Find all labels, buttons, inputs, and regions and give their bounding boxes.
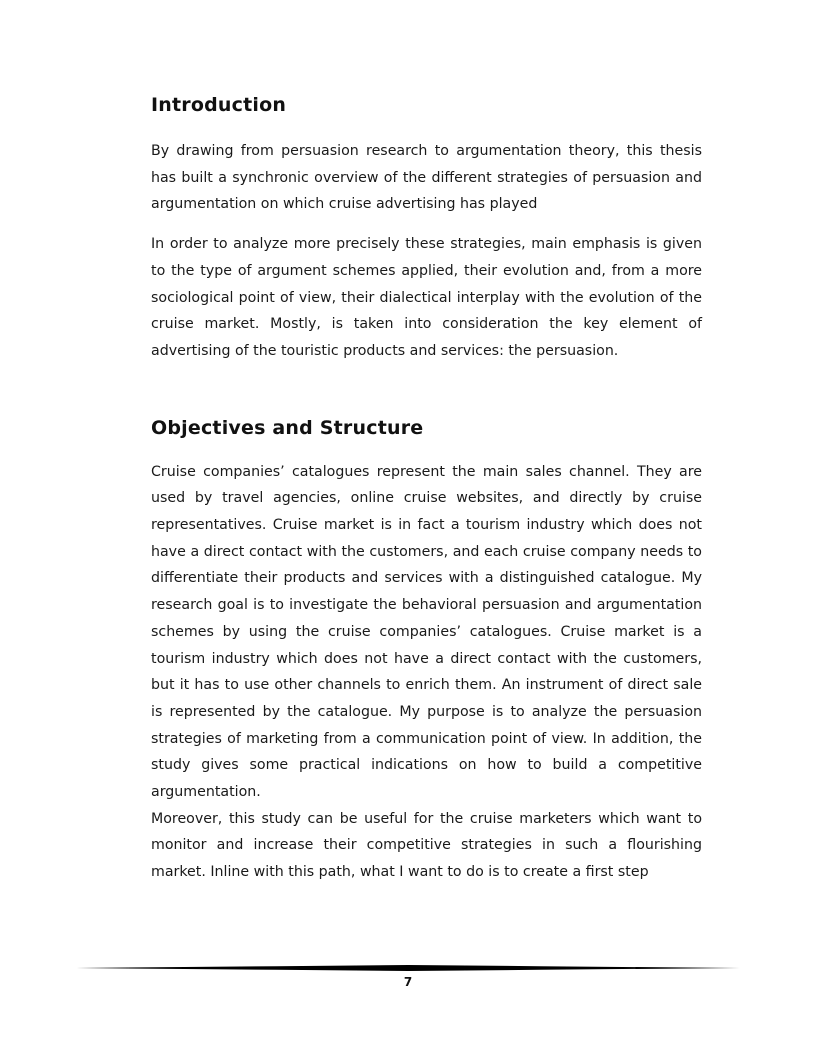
section-heading-introduction: Introduction	[151, 94, 287, 116]
page-body	[151, 92, 702, 886]
section-heading-objectives: Objectives and Structure	[151, 416, 424, 439]
footer-divider	[76, 964, 740, 972]
intro-paragraph-1: By drawing from persuasion research to argumentation theory, this thesis has built a synchronic overview of the different strategies of persuasion and argumentation on which cruise advertising has played	[151, 143, 702, 213]
page-number: 7	[403, 975, 413, 989]
objectives-paragraph-1: Cruise companies’ catalogues represent the main sales channel. They are used by travel agencies, online cruise websites, and directly by cruise representatives. Cruise market is in fact a tourism industry which does not have a direct contact with the customers, and each cruise company needs to differentiate their products and services with a distinguished catalogue. My research goal is to investigate the behavioral persuasion and argumentation schemes by using the cruise companies’ catalogues. Cruise market is a tourism industry which does not have a direct contact with the customers, but it has to use other channels to enrich them. An instrument of direct sale is represented by the catalogue. My purpose is to analyze the persuasion strategies of marketing from a communication point of view. In addition, the study gives some practical indications on how to build a competitive argumentation.	[151, 463, 702, 801]
objectives-paragraph-2: Moreover, this study can be useful for the cruise marketers which want to monitor and increase their competitive strategies in such a flourishing market. Inline with this path, what I want to do is to create a first step	[151, 810, 702, 881]
intro-paragraph-2: In order to analyze more precisely these strategies, main emphasis is given to the type of argument schemes applied, their evolution and, from a more sociological point of view, their dialectical interplay with the evolution of the cruise market. Mostly, is taken into consideration the key element of advertising of the touristic products and services: the persuasion.	[151, 236, 702, 359]
